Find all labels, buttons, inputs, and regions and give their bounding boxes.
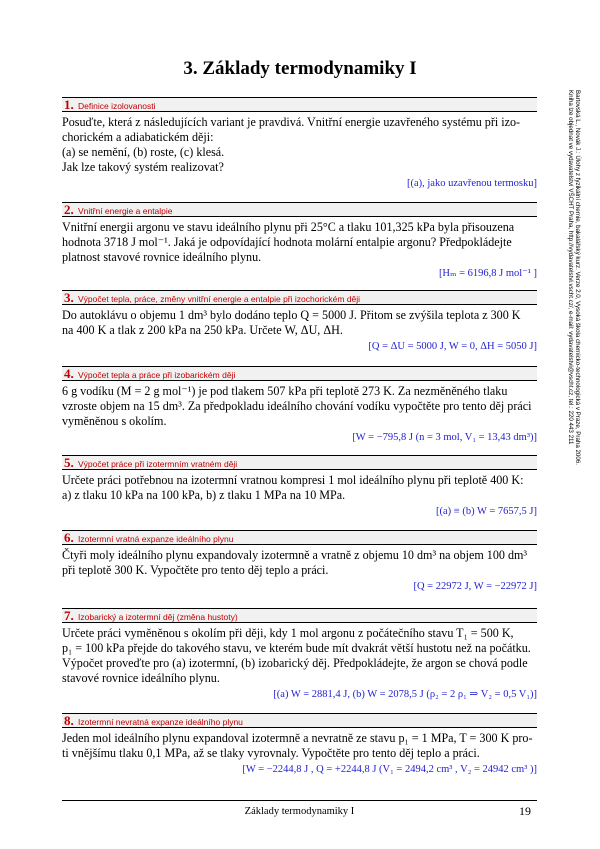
problem-answer: [Hₘ = 6196,8 J mol⁻¹ ]	[438, 268, 537, 279]
problem-text: Čtyři moly ideálního plynu expandovaly izotermně a vratně z objemu 10 dm³ na objem 100 dm³ při teplotě 300 K. Vypočtěte pro tento děj teplo a práci.	[62, 548, 528, 577]
page-footer	[62, 800, 537, 818]
problem-answer: [W = −2244,8 J , Q = +2244,8 J (V₁ = 2494,2 cm³ , V₂ = 24942 cm³ )]	[242, 764, 537, 775]
problem-text: Vnitřní energii argonu ve stavu ideálního plynu při 25°C a tlaku 101,325 kPa byla přisouzena hodnota 3718 J mol⁻¹. Jaká je odpovídající hodnota molární entalpie argonu? Předpokládejte platnost stavové rovnice ideálního plynu.	[62, 220, 515, 264]
problem-number: 1.	[64, 97, 74, 112]
side-note-line-2: Kniha lze objednat ve vydavatelství VŠCHT Praha, http://vydavatelstvi.vscht.cz/, e-mail: vydavatelstvi@vscht.cz, tel.: 220 443 211	[567, 90, 575, 445]
problem-text: 6 g vodíku (M = 2 g mol⁻¹) je pod tlakem 507 kPa při teplotě 273 K. Za nezměněného tlaku vzroste objem na 15 dm³. Za předpokladu ideálního chování vodíku vypočtěte pro tento děj práci vyměněnou s okolím.	[62, 384, 532, 428]
problem-7	[62, 608, 537, 701]
problem-answer: [W = −795,8 J (n = 3 mol, V₁ = 13,43 dm³)]	[352, 432, 537, 443]
page-title: 3. Základy termodynamiky I	[183, 58, 417, 79]
footer-title: Základy termodynamiky I	[244, 806, 355, 817]
page-number: 19	[519, 804, 531, 818]
problem-header	[62, 608, 537, 623]
problem-3	[62, 290, 537, 353]
problem-header	[62, 530, 537, 545]
problem-title: Izotermní vratná expanze ideálního plynu	[78, 534, 234, 544]
problem-header	[62, 713, 537, 728]
problem-answer: [Q = ΔU = 5000 J, W = 0, ΔH = 5050 J]	[368, 341, 537, 352]
problem-header	[62, 97, 537, 112]
problem-5	[62, 455, 537, 518]
problem-number: 2.	[64, 202, 74, 217]
problem-number: 5.	[64, 455, 74, 470]
problem-answer: [(a) W = 2881,4 J, (b) W = 2078,5 J (ρ₂ = 2 ρ₁ ⇒ V₂ = 0,5 V₁)]	[273, 689, 537, 700]
problem-header	[62, 202, 537, 217]
problem-header	[62, 290, 537, 305]
problem-8	[62, 713, 537, 776]
problem-text: Určete práci vyměněnou s okolím při ději, kdy 1 mol argonu z počátečního stavu T₁ = 500 K, p₁ = 100 kPa přejde do takového stavu, ve kterém bude mít dvakrát větší hustotu než na počátku. Výpočet proveďte pro (a) izotermní, (b) izobarický děj. Předpokládejte, že argon se chová podle stavové rovnice ideálního plynu.	[62, 626, 531, 685]
problem-title: Výpočet tepla, práce, změny vnitřní energie a entalpie při izochorickém ději	[78, 294, 361, 304]
problem-title: Výpočet tepla a práce při izobarickém ději	[78, 370, 236, 380]
problem-number: 3.	[64, 290, 74, 305]
problem-answer: [Q = 22972 J, W = −22972 J]	[413, 581, 537, 592]
problem-text: Určete práci potřebnou na izotermní vratnou kompresi 1 mol ideálního plynu při teplotě 400 K: a) z tlaku 10 kPa na 100 kPa, b) z tlaku 1 MPa na 10 MPa.	[62, 473, 524, 502]
problem-title: Vnitřní energie a entalpie	[78, 206, 173, 216]
problem-title: Výpočet práce při izotermním vratném ději	[78, 459, 238, 469]
problem-1	[62, 97, 537, 190]
problem-answer: [(a) ≡ (b) W = 7657,5 J]	[436, 506, 537, 517]
problem-answer: [(a), jako uzavřenou termosku]	[406, 178, 537, 189]
problem-header	[62, 366, 537, 381]
side-note-line-1: Bartovská L., Novák J.: Úlohy z fyzikální chemie, bakalářský kurz. Verze 2.0, Vysoká škola chemicko-technologická v Praze, Praha 2006.	[574, 90, 581, 465]
problem-number: 6.	[64, 530, 74, 545]
problem-title: Izotermní nevratná expanze ideálního plynu	[78, 717, 243, 727]
problem-number: 8.	[64, 713, 74, 728]
side-note	[568, 90, 580, 650]
problem-6	[62, 530, 537, 593]
problem-text: Jeden mol ideálního plynu expandoval izotermně a nevratně ze stavu p₁ = 1 MPa, T = 300 K pro- ti vnějšímu tlaku 0,1 MPa, až se tlaky vyrovnaly. Vypočtěte pro tento děj teplo a práci.	[62, 731, 533, 760]
problem-text: Posuďte, která z následujících variant je pravdivá. Vnitřní energie uzavřeného systému při izo- chorickém a adiabatickém ději: (a) se nemění, (b) roste, (c) klesá. Jak lze takový systém realizovat?	[62, 115, 521, 174]
problem-text: Do autoklávu o objemu 1 dm³ bylo dodáno teplo Q = 5000 J. Přitom se zvýšila teplota z 300 K na 400 K a tlak z 200 kPa na 250 kPa. Určete W, ΔU, ΔH.	[62, 308, 521, 337]
problem-title: Izobarický a izotermní děj (změna hustoty)	[78, 612, 238, 622]
problem-number: 4.	[64, 366, 74, 381]
problem-4	[62, 366, 537, 444]
problem-title: Definice izolovanosti	[78, 101, 156, 111]
problem-header	[62, 455, 537, 470]
problem-2	[62, 202, 537, 280]
problem-number: 7.	[64, 608, 74, 623]
